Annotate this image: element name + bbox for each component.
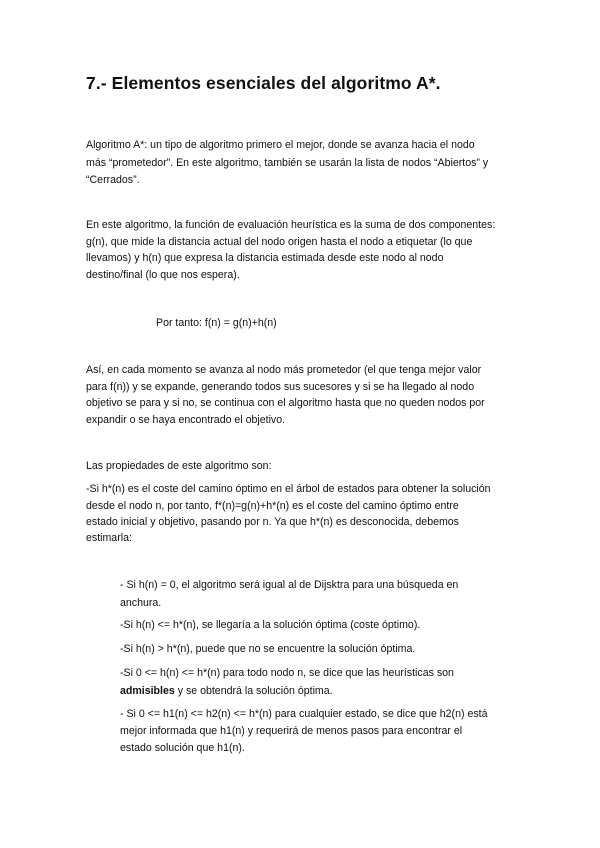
bullet-line: estado solución que h1(n). bbox=[120, 742, 245, 754]
intro-line: más “prometedor”. En este algoritmo, también se usarán la lista de nodos “Abiertos” y bbox=[86, 157, 489, 169]
intro-line: Algoritmo A*: un tipo de algoritmo primero el mejor, donde se avanza hacia el nodo bbox=[86, 139, 475, 151]
evaluation-line: llevamos) y h(n) que expresa la distancia estimada desde este nodo al nodo bbox=[86, 252, 444, 264]
properties-heading: Las propiedades de este algoritmo son: bbox=[86, 460, 272, 472]
evaluation-line: En este algoritmo, la función de evaluación heurística es la suma de dos componentes: bbox=[86, 219, 496, 231]
properties-line: estimarla: bbox=[86, 532, 132, 544]
bullet-line: -Si h(n) <= h*(n), se llegaría a la solución óptima (coste óptimo). bbox=[120, 619, 421, 631]
evaluation-line: g(n), que mide la distancia actual del nodo origen hasta el nodo a etiquetar (lo que bbox=[86, 236, 473, 248]
bullet-line: mejor informada que h1(n) y requerirá de menos pasos para encontrar el bbox=[120, 725, 463, 737]
bullet-line: - Si 0 <= h1(n) <= h2(n) <= h*(n) para cualquier estado, se dice que h2(n) está bbox=[120, 708, 488, 720]
admisibles-term: admisibles bbox=[120, 685, 175, 697]
bullet-line: - Si h(n) = 0, el algoritmo será igual al de Dijsktra para una búsqueda en bbox=[120, 579, 459, 591]
advance-line: Así, en cada momento se avanza al nodo más prometedor (el que tenga mejor valor bbox=[86, 364, 482, 376]
section-title: 7.- Elementos esenciales del algoritmo A*. bbox=[86, 73, 441, 93]
bullet-line: anchura. bbox=[120, 597, 162, 609]
advance-line: expandir o se haya encontrado el objetivo. bbox=[86, 414, 286, 426]
formula: Por tanto: f(n) = g(n)+h(n) bbox=[156, 317, 277, 329]
properties-line: -Si h*(n) es el coste del camino óptimo en el árbol de estados para obtener la solución bbox=[86, 483, 491, 495]
bullet-line bbox=[120, 684, 333, 698]
properties-line: desde el nodo n, por tanto, f*(n)=g(n)+h*(n) es el coste del camino óptimo entre bbox=[86, 500, 459, 512]
intro-line: “Cerrados”. bbox=[86, 174, 140, 186]
evaluation-line: destino/final (lo que nos espera). bbox=[86, 269, 240, 281]
advance-line: para f(n)) y se expande, generando todos sus sucesores y si se ha llegado al nodo bbox=[86, 381, 475, 393]
bullet-line: -Si h(n) > h*(n), puede que no se encuentre la solución óptima. bbox=[120, 643, 416, 655]
properties-line: estado inicial y objetivo, pasando por n. Ya que h*(n) es desconocida, debemos bbox=[86, 516, 459, 528]
bullet-line: -Si 0 <= h(n) <= h*(n) para todo nodo n, se dice que las heurísticas son bbox=[120, 667, 454, 679]
bullet-line-rest: y se obtendrá la solución óptima. bbox=[174, 685, 333, 697]
advance-line: objetivo se para y si no, se continua con el algoritmo hasta que no queden nodos por bbox=[86, 397, 485, 409]
